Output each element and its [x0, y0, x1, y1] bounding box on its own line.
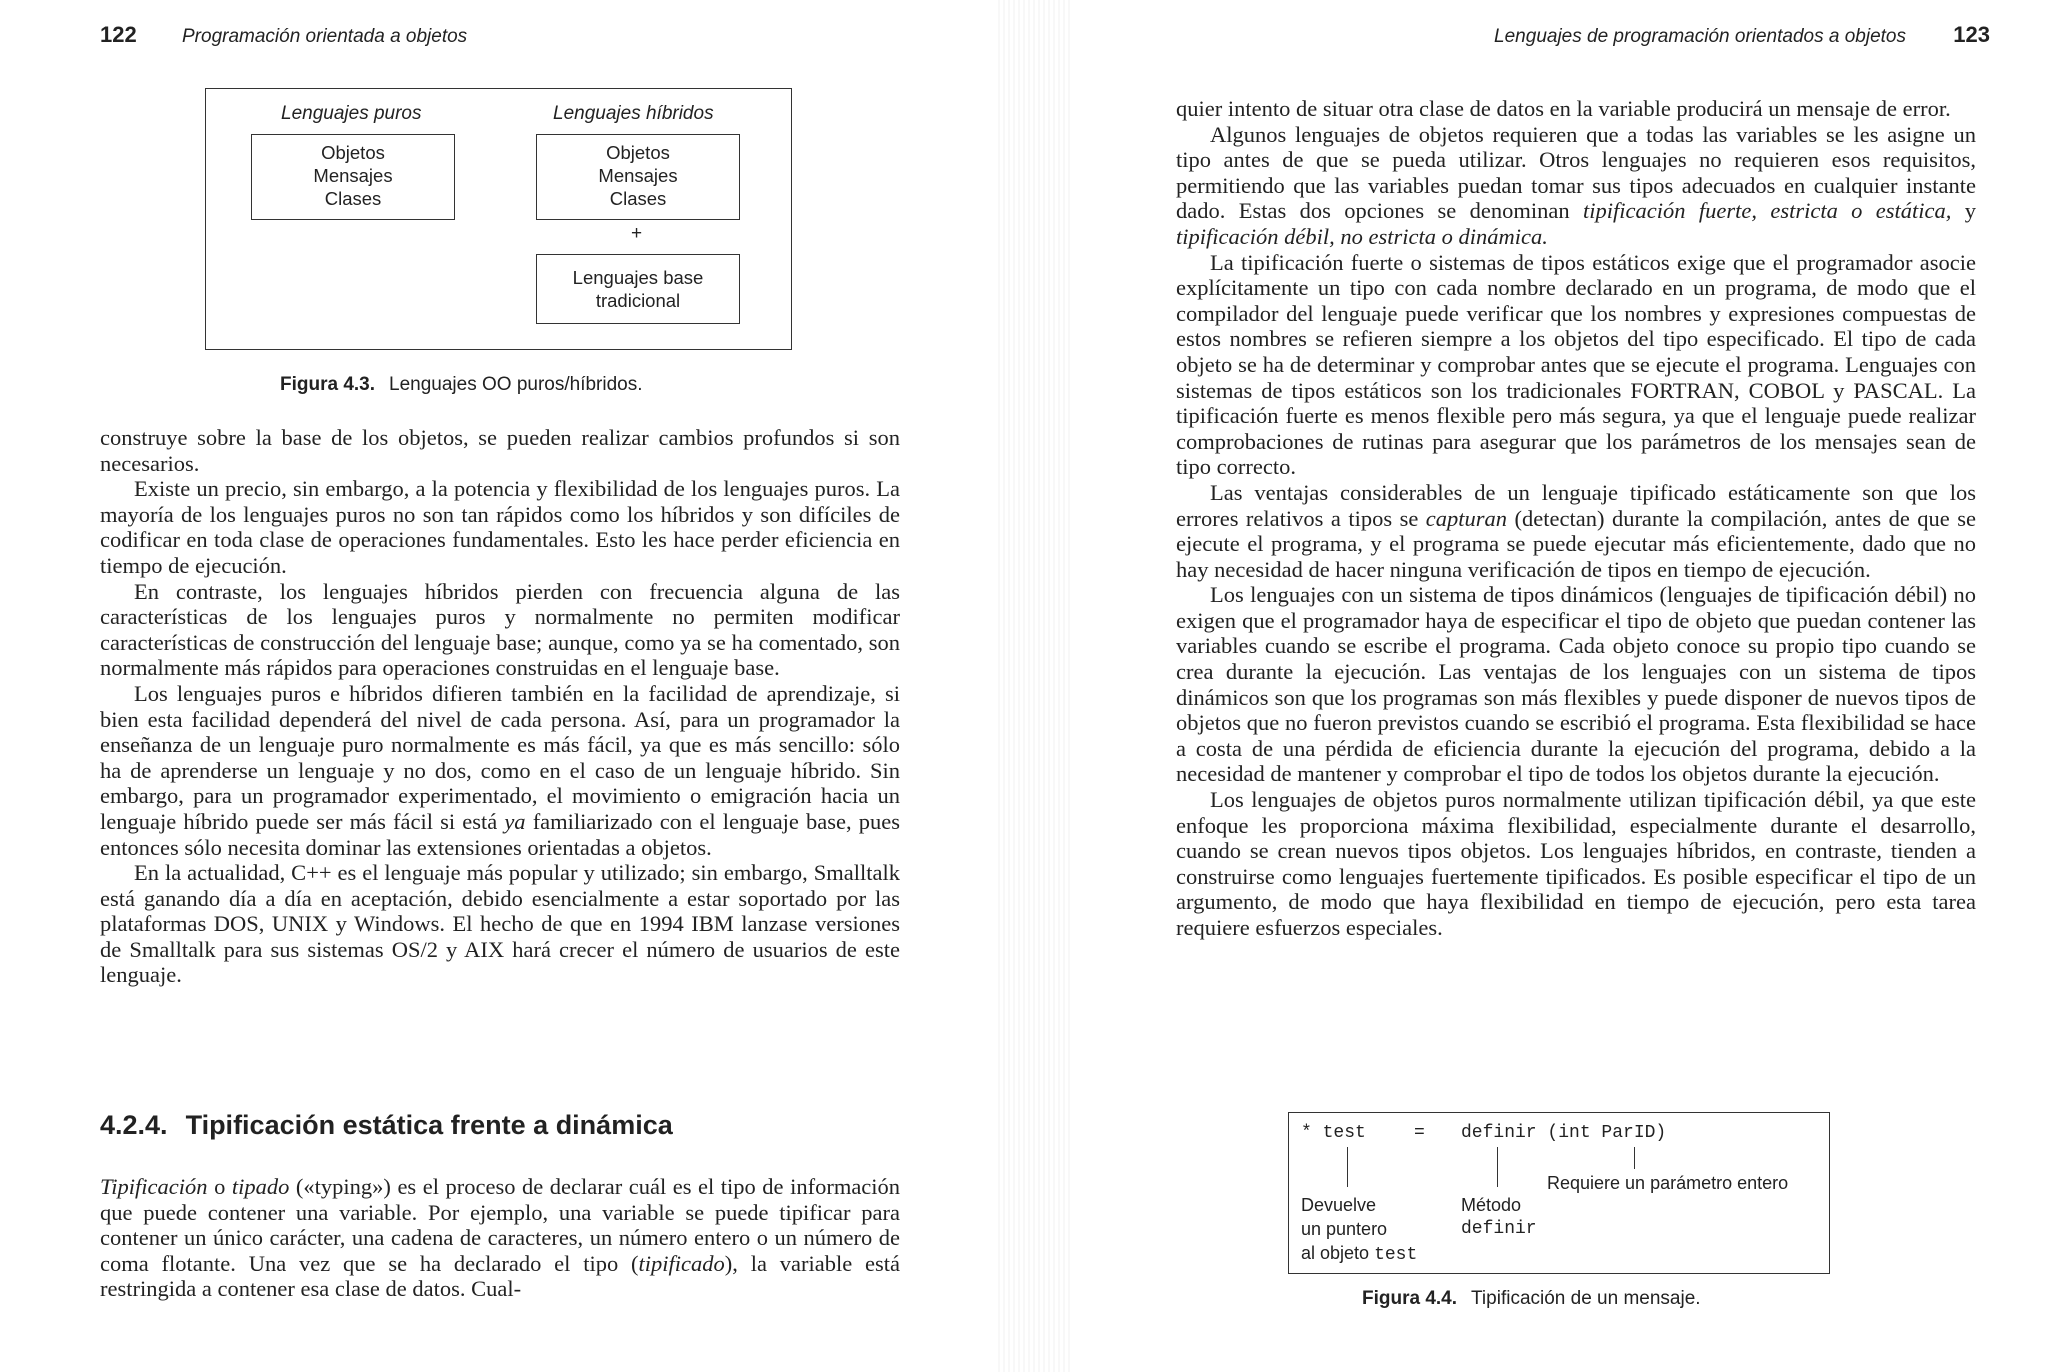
param-label: Requiere un parámetro entero	[1547, 1173, 1789, 1193]
left-page-number: 122	[100, 22, 137, 47]
code-equals: =	[1414, 1123, 1425, 1143]
code-message: definir (int ParID)	[1461, 1123, 1667, 1143]
method-label-code: definir	[1461, 1219, 1537, 1239]
paragraph: construye sobre la base de los objetos, se pueden realizar cambios profundos si son necesarios.	[100, 425, 900, 476]
method-label	[1461, 1193, 1537, 1241]
left-page-header	[100, 22, 467, 48]
pointer-line-receiver	[1347, 1147, 1348, 1187]
right-page	[1050, 0, 2048, 1372]
paragraph-text: o	[214, 1174, 226, 1199]
paragraph-text: («typing») es el proceso de declarar cuál es el tipo de información que puede contener una variable. Por ejemplo, una variable se puede tipificar para contener un único carácter, una cadena de caracteres, un número entero o un número de coma flotante. Una vez que se ha declarado el tipo (	[100, 1174, 901, 1276]
left-page	[0, 0, 1000, 1372]
right-page-number: 123	[1953, 22, 1990, 47]
receiver-label-line: Devuelve	[1301, 1195, 1377, 1215]
paragraph-text: y	[1964, 198, 1977, 224]
term-capturan: capturan	[1425, 505, 1508, 531]
figure-4-3-caption-label: Figura 4.3.	[280, 374, 376, 395]
left-running-title: Programación orientada a objetos	[182, 26, 468, 47]
term-tipificado: tipificado	[638, 1250, 725, 1276]
paragraph: En contraste, los lenguajes híbridos pierden con frecuencia alguna de las características de los lenguajes puros y normalmente no permiten modificar características de construcción del lenguaje base; aunque, como ya se ha comentado, son normalmente más rápidos para operaciones construidas en el lenguaje base.	[100, 578, 900, 681]
paragraph-text: Algunos lenguajes de objetos requieren que a todas las variables se les asigne un tipo antes de que se pueda utilizar. Otros lenguajes no requieren esos requisitos, permitiendo que las variables puedan tomar sus tipos adecuados en cualquier instante dado. Estas dos opciones se denominan	[1176, 121, 1976, 224]
paragraph-text: ), la variable está restringida a contener esa clase de datos. Cual-	[100, 1250, 901, 1302]
paragraph: Los lenguajes de objetos puros normalmente utilizan tipificación débil, ya que este enfoque les proporciona máxima flexibilidad, especialmente durante el desarrollo, cuando se crean nuevos tipos objetos. Los lenguajes híbridos, en contraste, tienden a construirse como lenguajes fuertemente tipificados. Es posible especificar el tipo de un argumento, de modo que haya flexibilidad en tiempo de ejecución, pero esta tarea requiere esfuerzos especiales.	[1176, 787, 1976, 940]
pointer-line-method	[1497, 1147, 1498, 1187]
receiver-label-text: al objeto	[1301, 1243, 1370, 1263]
pure-box-line: Mensajes	[313, 165, 393, 186]
hybrid-languages-box	[536, 134, 740, 220]
paragraph-text: familiarizado con el lenguaje base, pues entonces sólo necesita dominar las extensiones orientadas a objetos.	[100, 808, 900, 860]
section-number: 4.2.4.	[100, 1110, 168, 1140]
section-heading	[100, 1110, 673, 1141]
receiver-label-code: test	[1374, 1245, 1418, 1265]
pointer-line-param	[1634, 1147, 1635, 1169]
emphasis-ya: ya	[504, 808, 526, 834]
hybrid-box-line: Objetos	[606, 142, 670, 163]
term-tipado: tipado	[231, 1174, 290, 1199]
pure-languages-label: Lenguajes puros	[281, 103, 422, 124]
method-label-text: Método	[1461, 1195, 1522, 1215]
paragraph	[1176, 122, 1976, 250]
pure-languages-box	[251, 134, 455, 220]
paragraph: quier intento de situar otra clase de datos en la variable producirá un mensaje de error.	[1176, 96, 1951, 121]
receiver-label-line	[1301, 1241, 1417, 1267]
paragraph: En la actualidad, C++ es el lenguaje más popular y utilizado; sin embargo, Smalltalk está ganando día a día en aceptación, debido esencialmente a estar soportado por las plataformas DOS, UNIX y Windows. El hecho de que en 1994 IBM lanzase versiones de Smalltalk para sus sistemas OS/2 y AIX hará crecer el número de usuarios de este lenguaje.	[100, 860, 900, 988]
figure-4-3-caption	[280, 374, 643, 396]
right-page-header	[1494, 22, 1990, 48]
term-strong-typing: tipificación fuerte, estricta o estática,	[1583, 198, 1952, 224]
paragraph	[100, 681, 900, 860]
term-tipificacion: Tipificación	[100, 1174, 208, 1199]
figure-4-3-caption-text: Lenguajes OO puros/híbridos.	[389, 374, 643, 395]
figure-4-4-caption-text: Tipificación de un mensaje.	[1471, 1288, 1701, 1309]
base-language-box	[536, 254, 740, 324]
pure-box-line: Objetos	[321, 142, 385, 163]
paragraph	[100, 1174, 900, 1302]
left-body-text	[100, 425, 900, 988]
hybrid-box-line: Mensajes	[598, 165, 678, 186]
section-title: Tipificación estática frente a dinámica	[185, 1110, 673, 1140]
receiver-label	[1301, 1193, 1417, 1267]
base-box-line: tradicional	[595, 290, 681, 311]
plus-sign: +	[631, 223, 643, 244]
right-body-text	[1176, 96, 1976, 941]
hybrid-languages-label: Lenguajes híbridos	[553, 103, 714, 124]
figure-4-3	[205, 88, 792, 350]
hybrid-box-line: Clases	[609, 188, 667, 209]
section-body-text	[100, 1174, 900, 1302]
paragraph-text: Los lenguajes puros e híbridos difieren también en la facilidad de aprendizaje, si bien esta facilidad dependerá del nivel de cada persona. Así, para un programador la enseñanza de un lenguaje puro normalmente es más fácil, ya que es más sencillo: sólo ha de aprenderse un lenguaje y no dos, como en el caso de un lenguaje híbrido. Sin embargo, para un programador experimentado, el movimiento o emigración hacia un lenguaje híbrido puede ser más fácil si está	[100, 680, 900, 834]
paragraph-text: Las ventajas considerables de un lenguaje tipificado estáticamente son que los errores relativos a tipos se	[1176, 479, 1976, 531]
paragraph: Los lenguajes con un sistema de tipos dinámicos (lenguajes de tipificación débil) no exigen que el programador haya de especificar el tipo de objeto que puedan contener las variables cuando se escribe el programa. Cada objeto conoce su propio tipo cuando se crea durante la ejecución. Las ventajas de los lenguajes con un sistema de tipos dinámicos son que los programas son más flexibles y puede disponer de nuevos tipos de objetos que no fueron previstos cuando se escribió el programa. Esta flexibilidad se hace a costa de una pérdida de eficiencia durante la ejecución del programa, debido a la necesidad de mantener y comprobar el tipo de todos los objetos durante la ejecución.	[1176, 582, 1976, 787]
figure-4-4	[1288, 1112, 1830, 1274]
pure-box-line: Clases	[324, 188, 382, 209]
base-box-line: Lenguajes base	[572, 267, 704, 288]
paragraph: Existe un precio, sin embargo, a la potencia y flexibilidad de los lenguajes puros. La mayoría de los lenguajes puros no son tan rápidos como los híbridos y son difíciles de codificar en toda clase de operaciones fundamentales. Esto les hace perder eficiencia en tiempo de ejecución.	[100, 476, 900, 578]
paragraph	[1176, 480, 1976, 582]
right-running-title: Lenguajes de programación orientados a objetos	[1494, 26, 1906, 47]
paragraph-text: (detectan) durante la compilación, antes de que se ejecute el programa, y el programa se puede ejecutar más eficientemente, dado que no hay necesidad de hacer ninguna verificación de tipos en tiempo de ejecución.	[1176, 505, 1977, 582]
figure-4-4-caption-label: Figura 4.4.	[1362, 1288, 1458, 1309]
term-weak-typing: tipificación débil, no estricta o dinámica.	[1176, 223, 1548, 249]
paragraph: La tipificación fuerte o sistemas de tipos estáticos exige que el programador asocie explícitamente un tipo con cada nombre declarado en un programa, de modo que el compilador del lenguaje puede verificar que los nombres y expresiones compuestas de estos nombres se refieren siempre a los objetos del tipo especificado. El tipo de cada objeto se ha de determinar y comprobar antes que se ejecute el programa. Lenguajes con sistemas de tipos estáticos son los tradicionales FORTRAN, COBOL y PASCAL. La tipificación fuerte es menos flexible pero más segura, ya que el lenguaje puede realizar comprobaciones de rutinas para asegurar que los parámetros de los mensajes sean de tipo correcto.	[1176, 249, 1976, 480]
receiver-label-line: un puntero	[1301, 1219, 1388, 1239]
code-star-test: * test	[1301, 1123, 1366, 1143]
figure-4-4-caption	[1362, 1288, 1701, 1310]
